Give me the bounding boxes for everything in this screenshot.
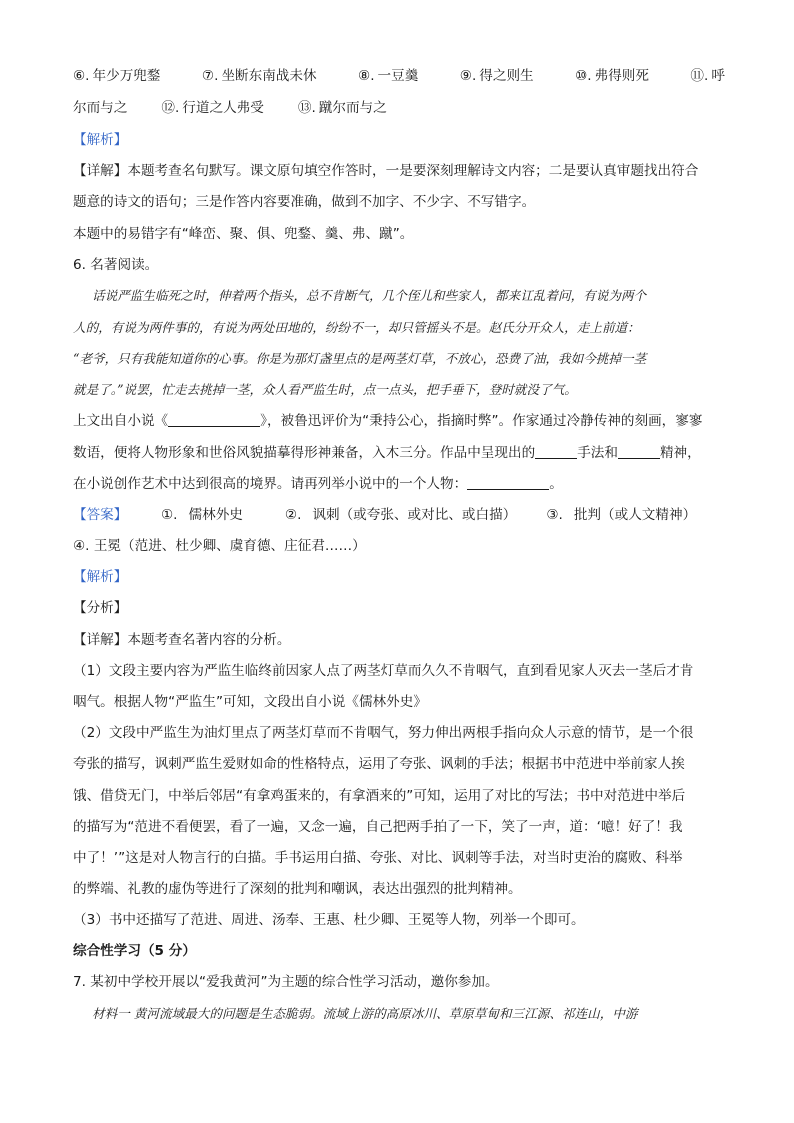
answer-item xyxy=(73,98,127,118)
q5-answer-line-1 xyxy=(73,66,725,86)
answer-number: ③. xyxy=(546,507,563,523)
q5-detail-line: 【详解】本题考查名句默写。课文原句填空作答时，一是要深刻理解诗文内容；二是要认真审题找出符合 xyxy=(73,163,699,179)
blank-novel-title[interactable] xyxy=(168,412,260,427)
q6-passage-line: 就是了。”说罢，忙走去挑掉一茎，众人看严监生时，点一点头，把手垂下，登时就没了气。 xyxy=(73,382,577,397)
answer-item xyxy=(546,505,696,525)
answer-item xyxy=(161,98,263,118)
q6-detail-line: 咽气。根据人物“严监生”可知，文段出自小说《儒林外史》 xyxy=(73,694,427,710)
answer-number: ②. xyxy=(284,507,302,523)
q6-detail-line: 【详解】本题考查名著内容的分析。 xyxy=(73,632,291,648)
q6-detail-line: （1）文段主要内容为严监生临终前因家人点了两茎灯草而久久不肯咽气，直到看见家人灭去一茎后才肯 xyxy=(73,663,694,679)
answer-text: 得之则生 xyxy=(479,68,534,84)
answer-item xyxy=(358,66,418,86)
q6-answer-line-2: ④. 王冕（范进、杜少卿、虞育德、庄征君……） xyxy=(73,538,366,554)
q6-question-text: 上文出自小说《 xyxy=(73,413,169,429)
answer-item xyxy=(161,505,243,525)
q6-question-text: 。 xyxy=(549,476,563,492)
answer-text: 蹴尔而与之 xyxy=(318,100,387,116)
q6-detail-line: 的弊端、礼教的虚伪等进行了深刻的批判和嘲讽，表达出强烈的批判精神。 xyxy=(73,881,522,897)
answer-text: 讽刺（或夸张、或对比、或白描） xyxy=(312,507,517,523)
answer-number: ⑧. xyxy=(358,68,375,84)
answer-text: 一豆羹 xyxy=(377,68,419,84)
q6-question-text: 在小说创作艺术中达到很高的境界。请再列举小说中的一个人物： xyxy=(73,476,468,492)
answer-number: ⑥. xyxy=(73,68,90,84)
blank-character[interactable] xyxy=(467,475,549,490)
q5-detail-line: 本题中的易错字有“峰峦、聚、俱、兜鍪、羹、弗、蹴”。 xyxy=(73,226,414,242)
answer-number: ⑬. xyxy=(297,100,316,116)
answer-number: ⑪. xyxy=(690,68,709,84)
q6-analysis-label: 【解析】 xyxy=(73,569,128,585)
q6-detail-line: 的描写为“范进不看便罢，看了一遍，又念一遍，自己把两手拍了一下，笑了一声，道：‘噫！好了！我 xyxy=(73,819,683,835)
answer-text: 儒林外史 xyxy=(188,507,243,523)
section-heading: 综合性学习（5 分） xyxy=(73,943,196,959)
q6-passage-line: “老爷，只有我能知道你的心事。你是为那灯盏里点的是两茎灯草，不放心，恐费了油，我如今挑掉一茎 xyxy=(73,351,647,366)
q6-detail-line: （3）书中还描写了范进、周进、汤奉、王惠、杜少卿、王冕等人物，列举一个即可。 xyxy=(73,912,585,928)
answer-item xyxy=(285,505,516,525)
q5-detail-line: 题意的诗文的语句；三是作答内容要准确，做到不加字、不少字、不写错字。 xyxy=(73,194,536,210)
answer-number: ⑩. xyxy=(575,68,592,84)
q6-answer-label: 【答案】 xyxy=(73,507,128,523)
blank-technique[interactable] xyxy=(535,444,577,459)
answer-item xyxy=(690,66,725,86)
blank-spirit[interactable] xyxy=(618,444,660,459)
answer-number: ⑫. xyxy=(161,100,180,116)
answer-text: 呼 xyxy=(711,68,725,84)
answer-item xyxy=(575,66,649,86)
answer-item xyxy=(73,66,160,86)
q6-question-line-1 xyxy=(73,411,725,431)
q6-fenxi-label: 【分析】 xyxy=(73,600,128,616)
q7-title: 7. 某初中学校开展以“爱我黄河”为主题的综合性学习活动，邀你参加。 xyxy=(73,974,499,990)
q6-question-text: 数语，便将人物形象和世俗风貌描摹得形神兼备，入木三分。作品中呈现出的 xyxy=(73,445,536,461)
q6-question-line-2 xyxy=(73,443,725,463)
q6-question-text: 精神， xyxy=(659,445,701,461)
q6-question-text: 》，被鲁迅评价为“秉持公心，指摘时弊”。作家通过冷静传神的刻画，寥寥 xyxy=(260,413,703,429)
answer-item xyxy=(202,66,317,86)
q6-detail-line: （2）文段中严监生为油灯里点了两茎灯草而不肯咽气，努力伸出两根手指向众人示意的情节，是一个很 xyxy=(73,725,694,741)
answer-number: ⑦. xyxy=(201,68,219,84)
q5-answer-line-2 xyxy=(73,98,725,118)
q6-detail-line: 中了！’”这是对人物言行的白描。手书运用白描、夸张、对比、讽刺等手法，对当时吏治的腐败、科举 xyxy=(73,850,683,866)
q6-answer-line-1 xyxy=(73,505,725,525)
q6-passage-line: 人的，有说为两件事的，有说为两处田地的，纷纷不一，却只管摇头不是。赵氏分开众人，走上前道： xyxy=(73,320,640,335)
q6-title: 6. 名著阅读。 xyxy=(73,257,159,273)
answer-text: 尔而与之 xyxy=(73,100,128,116)
answer-text: 坐断东南战未休 xyxy=(221,68,317,84)
answer-text: 行道之人弗受 xyxy=(182,100,264,116)
answer-number: ⑨. xyxy=(459,68,477,84)
answer-text: 弗得则死 xyxy=(594,68,649,84)
answer-item xyxy=(460,66,534,86)
answer-text: 年少万兜鍪 xyxy=(92,68,161,84)
q6-detail-line: 饿、借贷无门，中举后邻居“有拿鸡蛋来的，有拿酒来的”可知，运用了对比的写法；书中对范进中举后 xyxy=(73,788,686,804)
q6-question-line-3 xyxy=(73,474,725,494)
answer-number: ①. xyxy=(161,507,178,523)
q6-question-text: 手法和 xyxy=(577,445,618,461)
q5-analysis-label: 【解析】 xyxy=(73,132,128,148)
q6-detail-line: 夸张的描写，讽刺严监生爱财如命的性格特点，运用了夸张、讽刺的手法；根据书中范进中举前家人挨 xyxy=(73,756,685,772)
q7-material-1: 材料一 黄河流域最大的问题是生态脆弱。流域上游的高原冰川、草原草甸和三江源、祁连山，中游 xyxy=(92,1006,638,1021)
answer-item xyxy=(298,98,387,118)
answer-text: 批判（或人文精神） xyxy=(573,507,697,523)
q6-passage-line: 话说严监生临死之时，伸着两个指头，总不肯断气，几个侄儿和些家人，都来讧乱着问，有说为两个 xyxy=(92,288,647,303)
